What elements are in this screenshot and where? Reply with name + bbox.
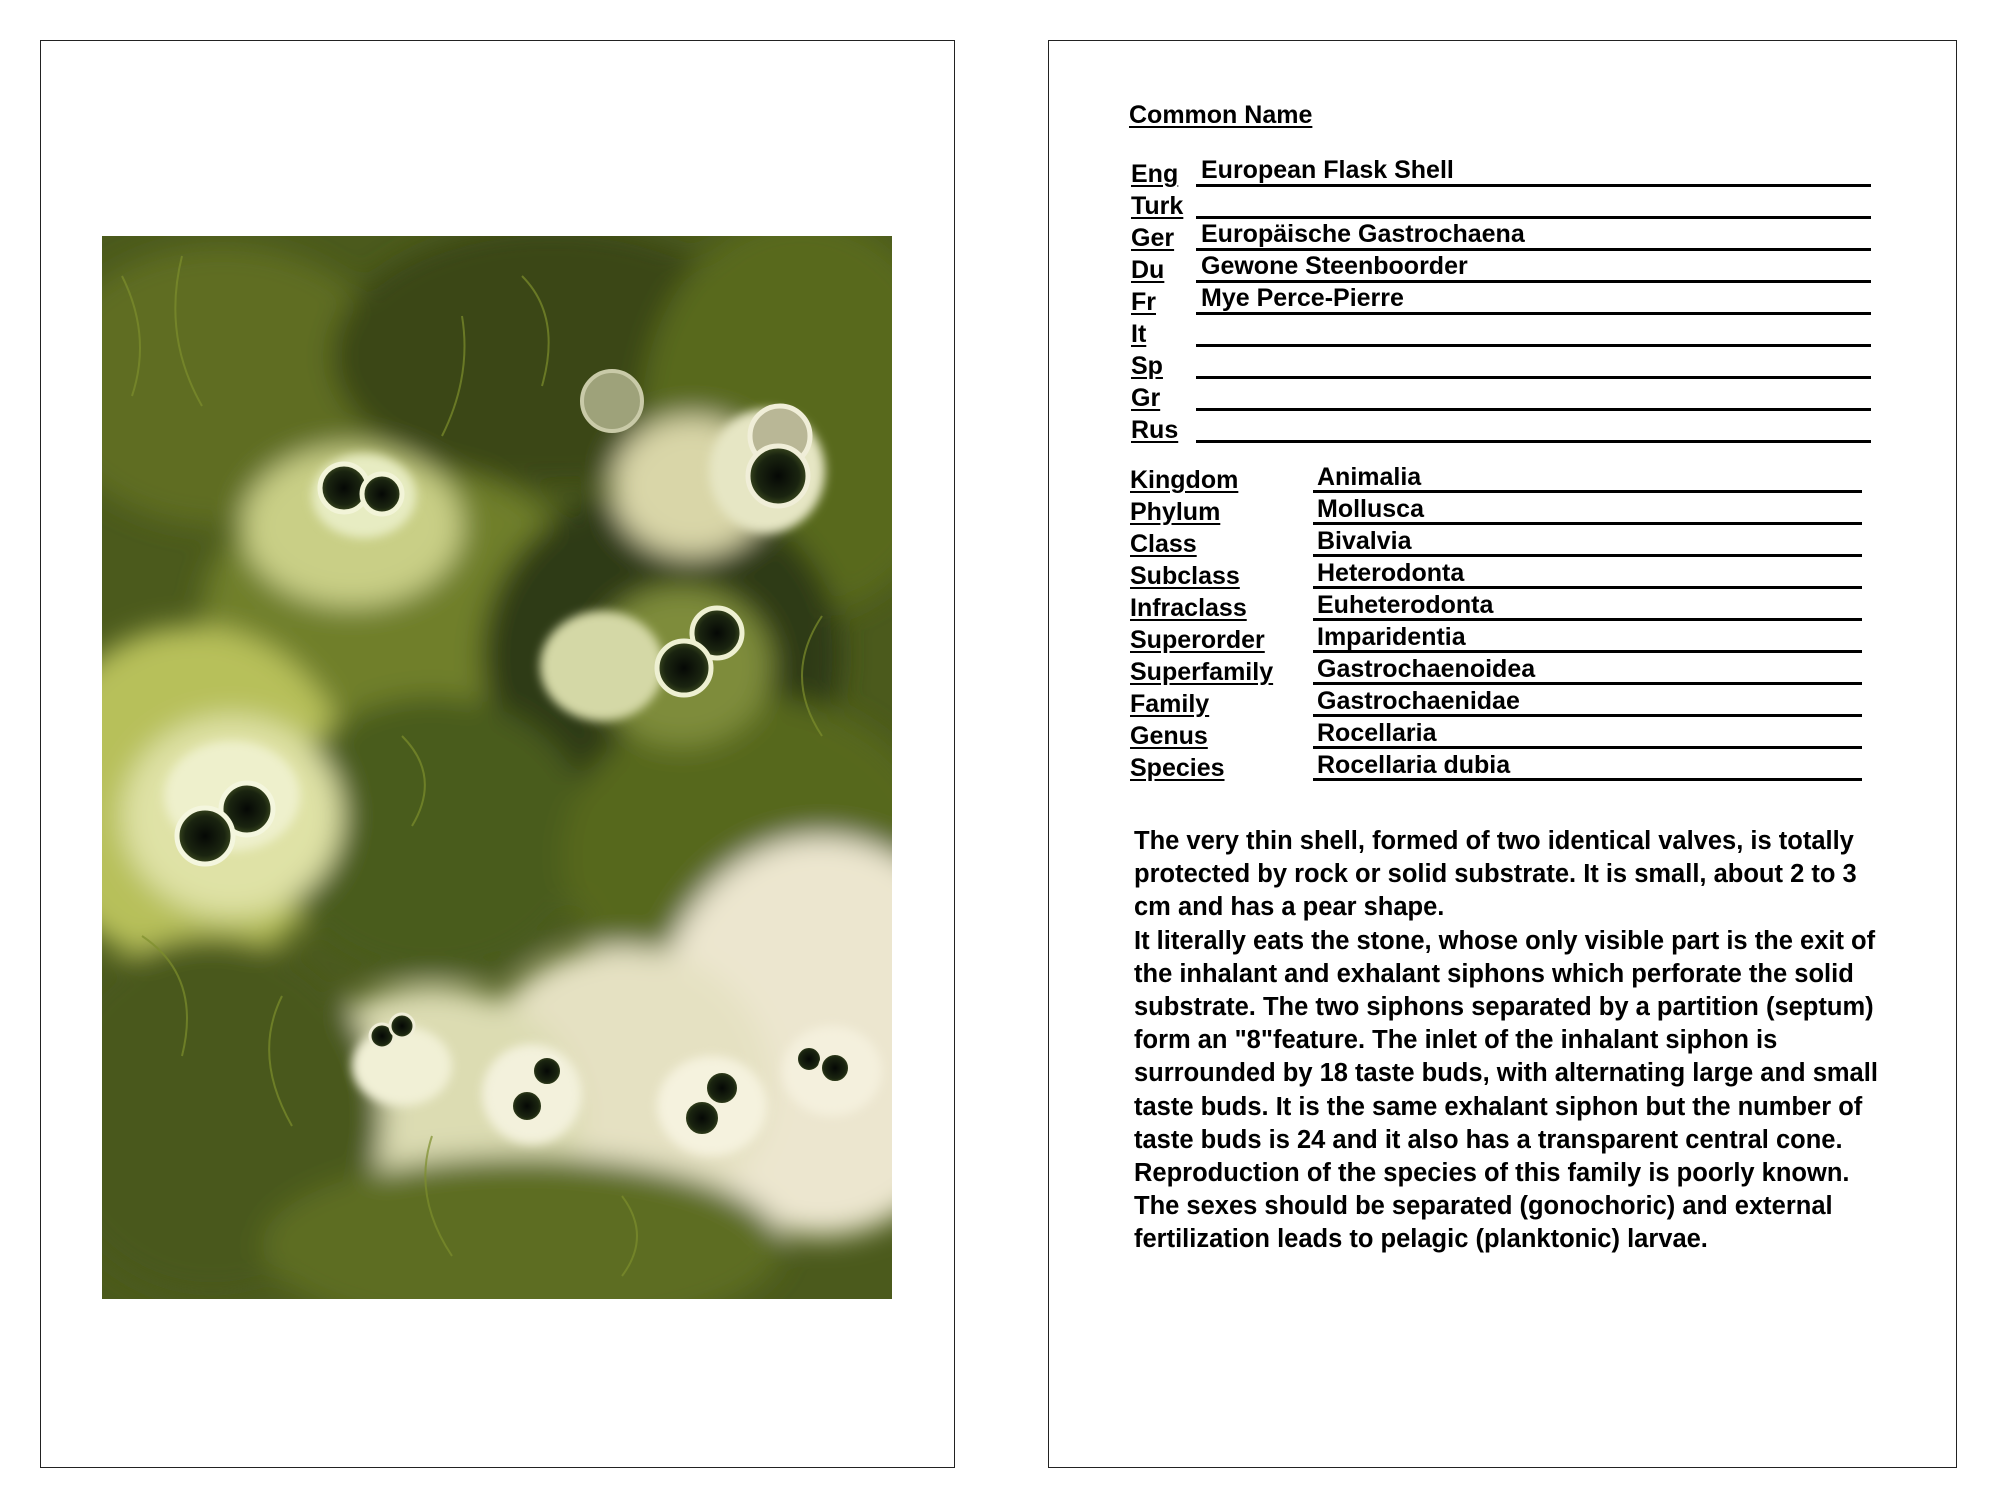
- language-code: Fr: [1131, 288, 1156, 316]
- language-code: Rus: [1131, 416, 1179, 444]
- taxonomy-row-kingdom: [1130, 461, 1862, 493]
- common-name-row-du: [1131, 251, 1871, 283]
- taxonomy-value: Rocellaria: [1317, 719, 1437, 747]
- common-name-row-fr: [1131, 283, 1871, 315]
- common-name-row-it: [1131, 315, 1871, 347]
- common-name-row-rus: [1131, 411, 1871, 443]
- taxonomy-rank: Family: [1130, 690, 1210, 718]
- taxonomy-rank: Superfamily: [1130, 658, 1274, 686]
- photo-card: [40, 40, 955, 1468]
- common-name-row-eng: [1131, 155, 1871, 187]
- taxonomy-rank: Subclass: [1130, 562, 1240, 590]
- common-name-row-gr: [1131, 379, 1871, 411]
- taxonomy-value: Euheterodonta: [1317, 591, 1494, 619]
- language-code: Gr: [1131, 384, 1161, 412]
- taxonomy-rank: Kingdom: [1130, 466, 1239, 494]
- taxonomy-row-infraclass: [1130, 589, 1862, 621]
- taxonomy-row-class: [1130, 525, 1862, 557]
- taxonomy-row-species: [1130, 749, 1862, 781]
- taxonomy-value: Rocellaria dubia: [1317, 751, 1511, 779]
- common-name-value: Gewone Steenboorder: [1201, 252, 1468, 280]
- species-photo-illustration: [102, 236, 892, 1299]
- taxonomy-row-superfamily: [1130, 653, 1862, 685]
- language-code: Sp: [1131, 352, 1163, 380]
- taxonomy-row-superorder: [1130, 621, 1862, 653]
- common-name-value: Europäische Gastrochaena: [1201, 220, 1525, 248]
- taxonomy-value: Mollusca: [1317, 495, 1424, 523]
- species-description: The very thin shell, formed of two identical valves, is totally protected by rock or solid substrate. It is small, about 2 to 3 cm and has a pear shape. It literally eats the stone, whose only visible part is the exit of the inhalant and exhalant siphons which perforate the solid substrate. The two siphons separated by a partition (septum) form an "8"feature. The inlet of the inhalant siphon is surrounded by 18 taste buds, with alternating large and small taste buds. It is the same exhalant siphon but the number of taste buds is 24 and it also has a transparent central cone. Reproduction of the species of this family is poorly known. The sexes should be separated (gonochoric) and external fertilization leads to pelagic (planktonic) larvae.: [1134, 827, 1878, 1254]
- language-code: Eng: [1131, 160, 1179, 188]
- language-code: Du: [1131, 256, 1165, 284]
- common-name-row-turk: [1131, 187, 1871, 219]
- common-name-row-ger: [1131, 219, 1871, 251]
- taxonomy-rank: Phylum: [1130, 498, 1221, 526]
- common-name-value: European Flask Shell: [1201, 156, 1454, 184]
- taxonomy-rank: Superorder: [1130, 626, 1265, 654]
- taxonomy-rank: Genus: [1130, 722, 1208, 750]
- taxonomy-value: Heterodonta: [1317, 559, 1465, 587]
- fill-line: [1196, 440, 1871, 443]
- info-card: [1048, 40, 1957, 1468]
- taxonomy-row-phylum: [1130, 493, 1862, 525]
- common-name-value: Mye Perce-Pierre: [1201, 284, 1404, 312]
- taxonomy-rank: Class: [1130, 530, 1197, 558]
- taxonomy-row-subclass: [1130, 557, 1862, 589]
- common-name-row-sp: [1131, 347, 1871, 379]
- taxonomy-value: Bivalvia: [1317, 527, 1412, 555]
- taxonomy-rank: Infraclass: [1130, 594, 1247, 622]
- language-code: Ger: [1131, 224, 1175, 252]
- taxonomy-value: Gastrochaenidae: [1317, 687, 1520, 715]
- taxonomy-row-family: [1130, 685, 1862, 717]
- taxonomy-value: Imparidentia: [1317, 623, 1466, 651]
- species-photo: [102, 236, 892, 1299]
- language-code: Turk: [1131, 192, 1184, 220]
- taxonomy-value: Animalia: [1317, 463, 1422, 491]
- taxonomy-value: Gastrochaenoidea: [1317, 655, 1536, 683]
- taxonomy-rank: Species: [1130, 754, 1225, 782]
- taxonomy-row-genus: [1130, 717, 1862, 749]
- common-name-title: Common Name: [1129, 101, 1313, 129]
- language-code: It: [1131, 320, 1147, 348]
